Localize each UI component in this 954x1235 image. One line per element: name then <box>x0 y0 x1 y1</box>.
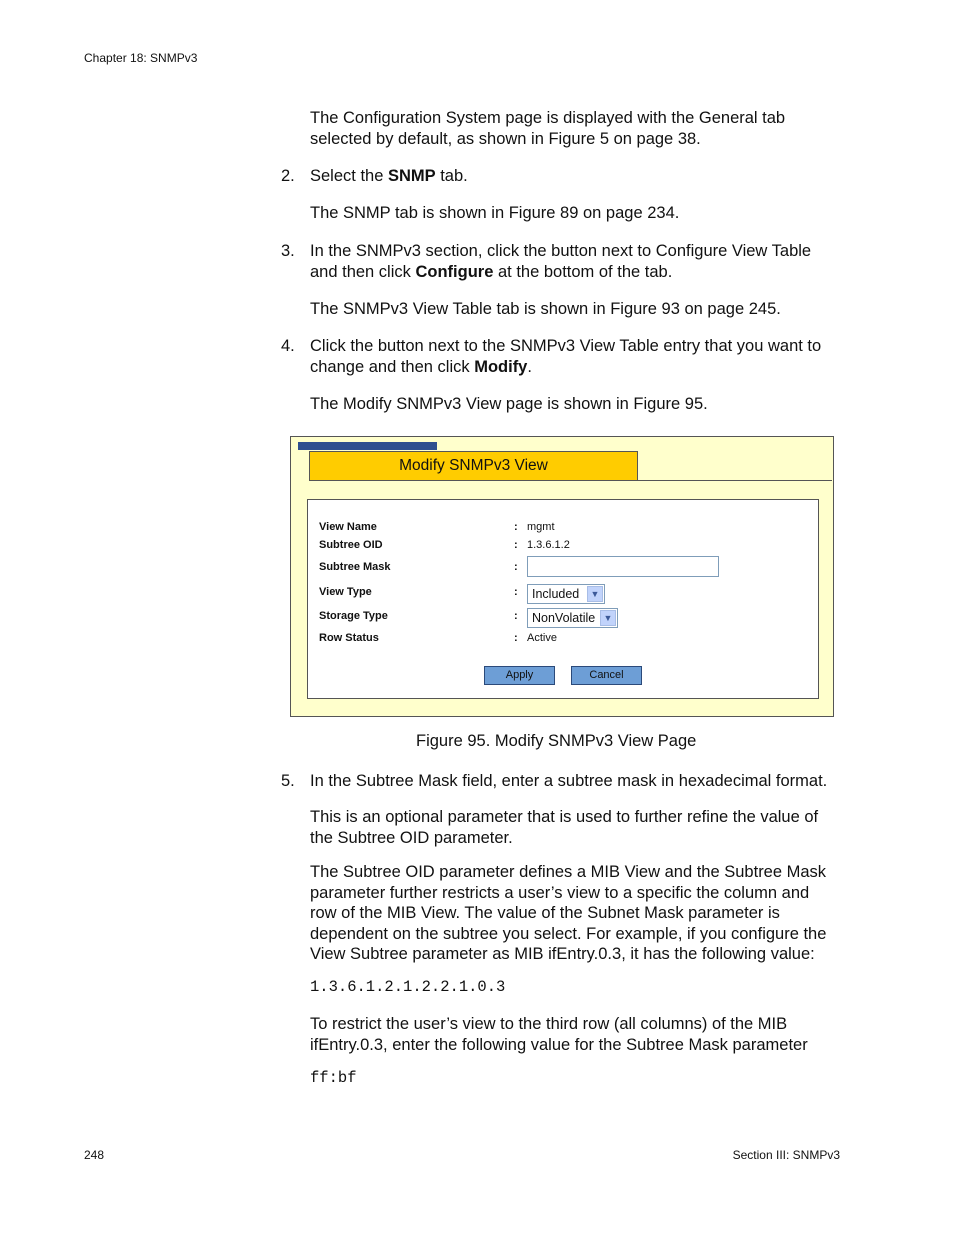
intro-paragraph <box>310 108 850 149</box>
page-number: 248 <box>84 1148 105 1162</box>
step-5-text: In the Subtree Mask field, enter a subtree mask in hexadecimal format. <box>310 772 828 790</box>
paragraph <box>310 862 850 965</box>
view-name-value: mgmt <box>527 521 555 533</box>
apply-button[interactable]: Apply <box>484 666 555 685</box>
step-4-text <box>310 336 850 377</box>
text-line <box>310 262 850 283</box>
subtree-oid-label: Subtree OID <box>319 539 383 551</box>
chevron-down-icon[interactable]: ▼ <box>587 586 603 602</box>
paragraph: The SNMP tab is shown in Figure 89 on page 234. <box>310 204 680 222</box>
text-line: ifEntry.0.3, enter the following value for the Subtree Mask parameter <box>310 1035 808 1054</box>
text-run: Select the <box>310 167 388 185</box>
storage-type-select[interactable] <box>527 608 618 628</box>
text-line: In the SNMPv3 section, click the button next to Configure View Table <box>310 242 812 260</box>
step-3-text <box>310 241 850 282</box>
chevron-down-icon[interactable]: ▼ <box>600 610 616 626</box>
step-number: 5. <box>281 772 295 790</box>
step-number: 4. <box>281 337 295 355</box>
text-line: dependent on the subtree you select. For example, if you configure the <box>310 924 827 943</box>
figure-page-title: Modify SNMPv3 View <box>309 451 638 481</box>
view-type-select[interactable] <box>527 584 605 604</box>
text-line: row of the MIB View. The value of the Subnet Mask parameter is <box>310 904 780 922</box>
step-number: 3. <box>281 242 295 260</box>
colon: : <box>514 561 518 573</box>
text-run: at the bottom of the tab. <box>493 262 673 281</box>
paragraph <box>310 807 850 848</box>
chapter-header: Chapter 18: SNMPv3 <box>84 51 198 65</box>
code-sample: 1.3.6.1.2.1.2.2.1.0.3 <box>310 978 506 996</box>
text-line: selected by default, as shown in Figure 5 on page 38. <box>310 129 701 148</box>
colon: : <box>514 539 518 551</box>
paragraph: The Modify SNMPv3 View page is shown in Figure 95. <box>310 395 708 413</box>
step-2-text <box>310 166 850 187</box>
view-type-label: View Type <box>319 586 372 598</box>
subtree-mask-input[interactable] <box>527 556 719 577</box>
bold-text: Configure <box>415 262 494 281</box>
text-line: The Subtree OID parameter defines a MIB View and the Subtree Mask <box>310 863 827 881</box>
bold-text: Modify <box>474 357 528 376</box>
cancel-button[interactable]: Cancel <box>571 666 642 685</box>
text-run: and then click <box>310 262 416 281</box>
text-run: change and then click <box>310 357 475 376</box>
text-line: parameter further restricts a user’s view to a specific the column and <box>310 883 810 902</box>
text-line <box>310 357 850 378</box>
text-line: the Subtree OID parameter. <box>310 828 513 847</box>
text-line: The Configuration System page is displayed with the General tab <box>310 109 786 127</box>
divider <box>309 480 832 481</box>
form-panel <box>307 499 819 699</box>
bold-text: SNMP <box>387 167 436 185</box>
subtree-mask-label: Subtree Mask <box>319 561 391 573</box>
paragraph: The SNMPv3 View Table tab is shown in Figure 93 on page 245. <box>310 300 781 318</box>
row-status-label: Row Status <box>319 632 379 644</box>
view-name-label: View Name <box>319 521 377 533</box>
paragraph <box>310 1014 850 1055</box>
section-footer: Section III: SNMPv3 <box>732 1148 840 1162</box>
colon: : <box>514 632 518 644</box>
subtree-oid-value: 1.3.6.1.2 <box>527 539 570 551</box>
colon: : <box>514 521 518 533</box>
tab-marker <box>298 442 437 450</box>
storage-type-label: Storage Type <box>319 610 388 622</box>
colon: : <box>514 610 518 622</box>
text-line: Click the button next to the SNMPv3 View Table entry that you want to <box>310 337 822 355</box>
text-run: tab. <box>435 167 468 185</box>
text-line: This is an optional parameter that is used to further refine the value of <box>310 808 819 826</box>
modify-snmpv3-view-figure <box>290 436 834 717</box>
row-status-value: Active <box>527 632 557 644</box>
text-run: . <box>527 357 532 376</box>
step-number: 2. <box>281 167 295 185</box>
select-value: Included <box>532 587 580 601</box>
code-sample: ff:bf <box>310 1069 357 1087</box>
select-value: NonVolatile <box>532 611 596 625</box>
figure-caption: Figure 95. Modify SNMPv3 View Page <box>416 732 697 750</box>
text-line: To restrict the user’s view to the third row (all columns) of the MIB <box>310 1015 788 1033</box>
colon: : <box>514 586 518 598</box>
text-line: View Subtree parameter as MIB ifEntry.0.3, it has the following value: <box>310 945 815 963</box>
